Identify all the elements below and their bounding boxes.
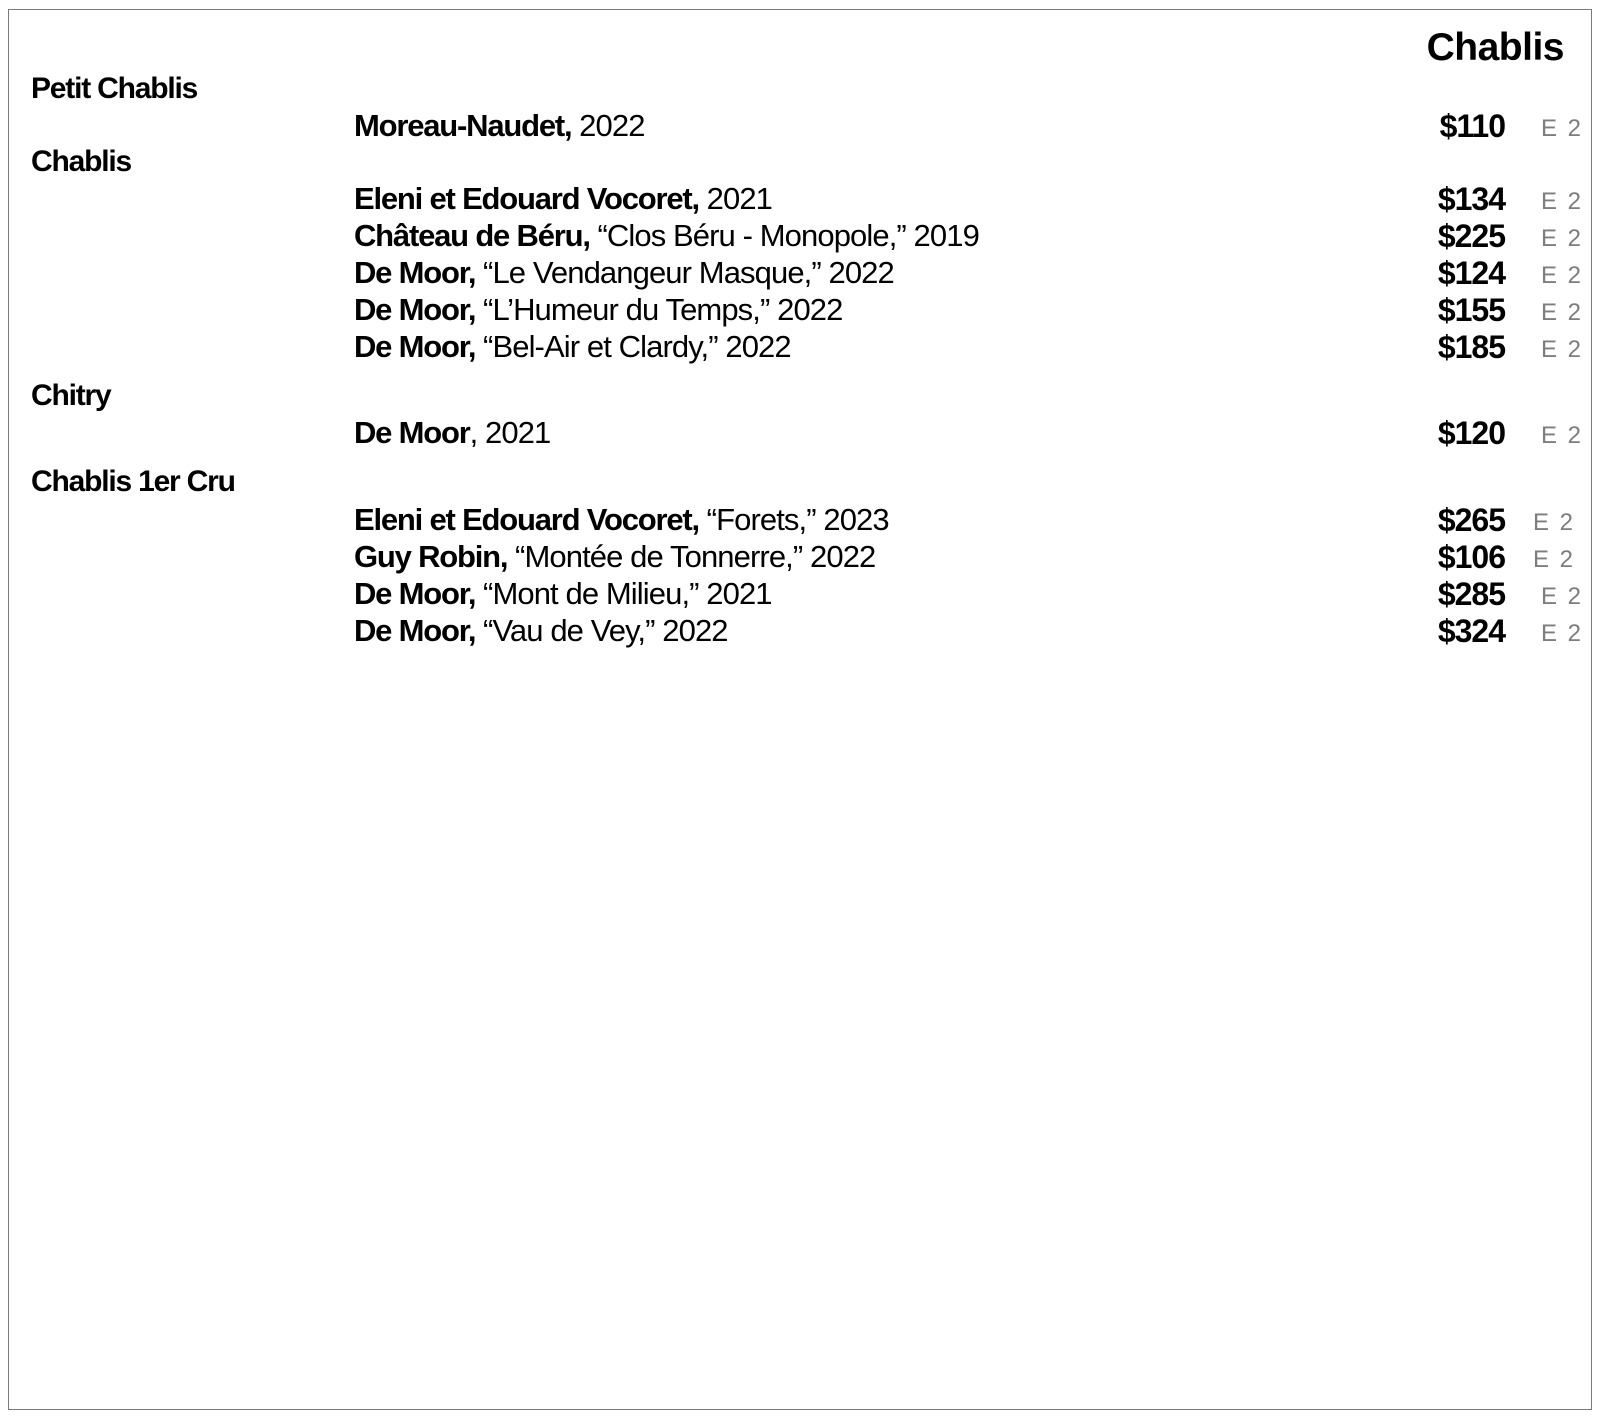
wine-producer: Eleni et Edouard Vocoret, xyxy=(354,181,699,216)
wine-row xyxy=(9,613,1591,649)
wine-price: $110 xyxy=(1439,108,1505,144)
wine-detail: “Bel-Air et Clardy,” 2022 xyxy=(475,329,791,364)
wine-producer: De Moor, xyxy=(354,613,476,648)
wine-producer: Moreau-Naudet, xyxy=(354,108,572,143)
wine-row xyxy=(9,255,1591,291)
wine-code: E 2 xyxy=(1541,620,1584,647)
wine-description xyxy=(354,255,894,291)
wine-description xyxy=(354,613,728,649)
wine-price: $155 xyxy=(1437,292,1505,328)
region-heading: Chablis xyxy=(31,145,131,178)
wine-code: E 2 xyxy=(1533,509,1576,536)
wine-code: E 2 xyxy=(1541,262,1584,289)
wine-detail: “Vau de Vey,” 2022 xyxy=(475,613,728,648)
wine-row xyxy=(9,502,1591,538)
wine-description xyxy=(354,108,645,144)
wine-row xyxy=(9,292,1591,328)
wine-detail: 2021 xyxy=(698,181,773,216)
wine-producer: De Moor, xyxy=(354,255,476,290)
wine-code: E 2 xyxy=(1541,188,1584,215)
wine-row xyxy=(9,576,1591,612)
wine-row xyxy=(9,181,1591,217)
wine-producer: De Moor xyxy=(354,415,470,450)
wine-price: $134 xyxy=(1437,181,1505,217)
wine-producer: De Moor, xyxy=(354,329,476,364)
wine-code: E 2 xyxy=(1533,546,1576,573)
wine-producer: De Moor, xyxy=(354,576,476,611)
wine-price: $225 xyxy=(1437,218,1505,254)
wine-row xyxy=(9,415,1591,451)
wine-description xyxy=(354,539,875,575)
wine-code: E 2 xyxy=(1541,583,1584,610)
wine-producer: Guy Robin, xyxy=(354,539,508,574)
wine-detail: 2022 xyxy=(571,108,645,143)
wine-detail: “Montée de Tonnerre,” 2022 xyxy=(507,539,876,574)
wine-detail: , 2021 xyxy=(469,415,551,450)
wine-description xyxy=(354,181,772,217)
wine-producer: Eleni et Edouard Vocoret, xyxy=(354,502,699,537)
wine-code: E 2 xyxy=(1541,115,1584,142)
wine-row xyxy=(9,329,1591,365)
wine-list-page xyxy=(8,9,1592,1410)
wine-code: E 2 xyxy=(1541,225,1584,252)
wine-description xyxy=(354,292,843,328)
wine-row xyxy=(9,218,1591,254)
wine-price: $124 xyxy=(1437,255,1505,291)
wine-price: $285 xyxy=(1437,576,1505,612)
wine-producer: De Moor, xyxy=(354,292,476,327)
wine-code: E 2 xyxy=(1541,299,1584,326)
wine-code: E 2 xyxy=(1541,422,1584,449)
wine-detail: “Clos Béru - Monopole,” 2019 xyxy=(589,218,979,253)
wine-description xyxy=(354,329,791,365)
page-title: Chablis xyxy=(1426,26,1564,69)
wine-detail: “Le Vendangeur Masque,” 2022 xyxy=(475,255,894,290)
wine-code: E 2 xyxy=(1541,336,1584,363)
wine-price: $106 xyxy=(1437,539,1505,575)
wine-price: $185 xyxy=(1437,329,1505,365)
wine-description xyxy=(354,576,772,612)
region-heading: Chitry xyxy=(31,379,111,412)
wine-producer: Château de Béru, xyxy=(354,218,590,253)
wine-description xyxy=(354,415,550,451)
wine-row xyxy=(9,108,1591,144)
wine-row xyxy=(9,539,1591,575)
wine-price: $120 xyxy=(1437,415,1505,451)
wine-price: $324 xyxy=(1437,613,1505,649)
wine-detail: “Forets,” 2023 xyxy=(698,502,889,537)
wine-description xyxy=(354,218,979,254)
wine-price: $265 xyxy=(1437,502,1505,538)
region-heading: Petit Chablis xyxy=(31,72,198,105)
wine-detail: “Mont de Milieu,” 2021 xyxy=(475,576,772,611)
wine-detail: “L’Humeur du Temps,” 2022 xyxy=(475,292,843,327)
wine-description xyxy=(354,502,889,538)
region-heading: Chablis 1er Cru xyxy=(31,465,235,498)
